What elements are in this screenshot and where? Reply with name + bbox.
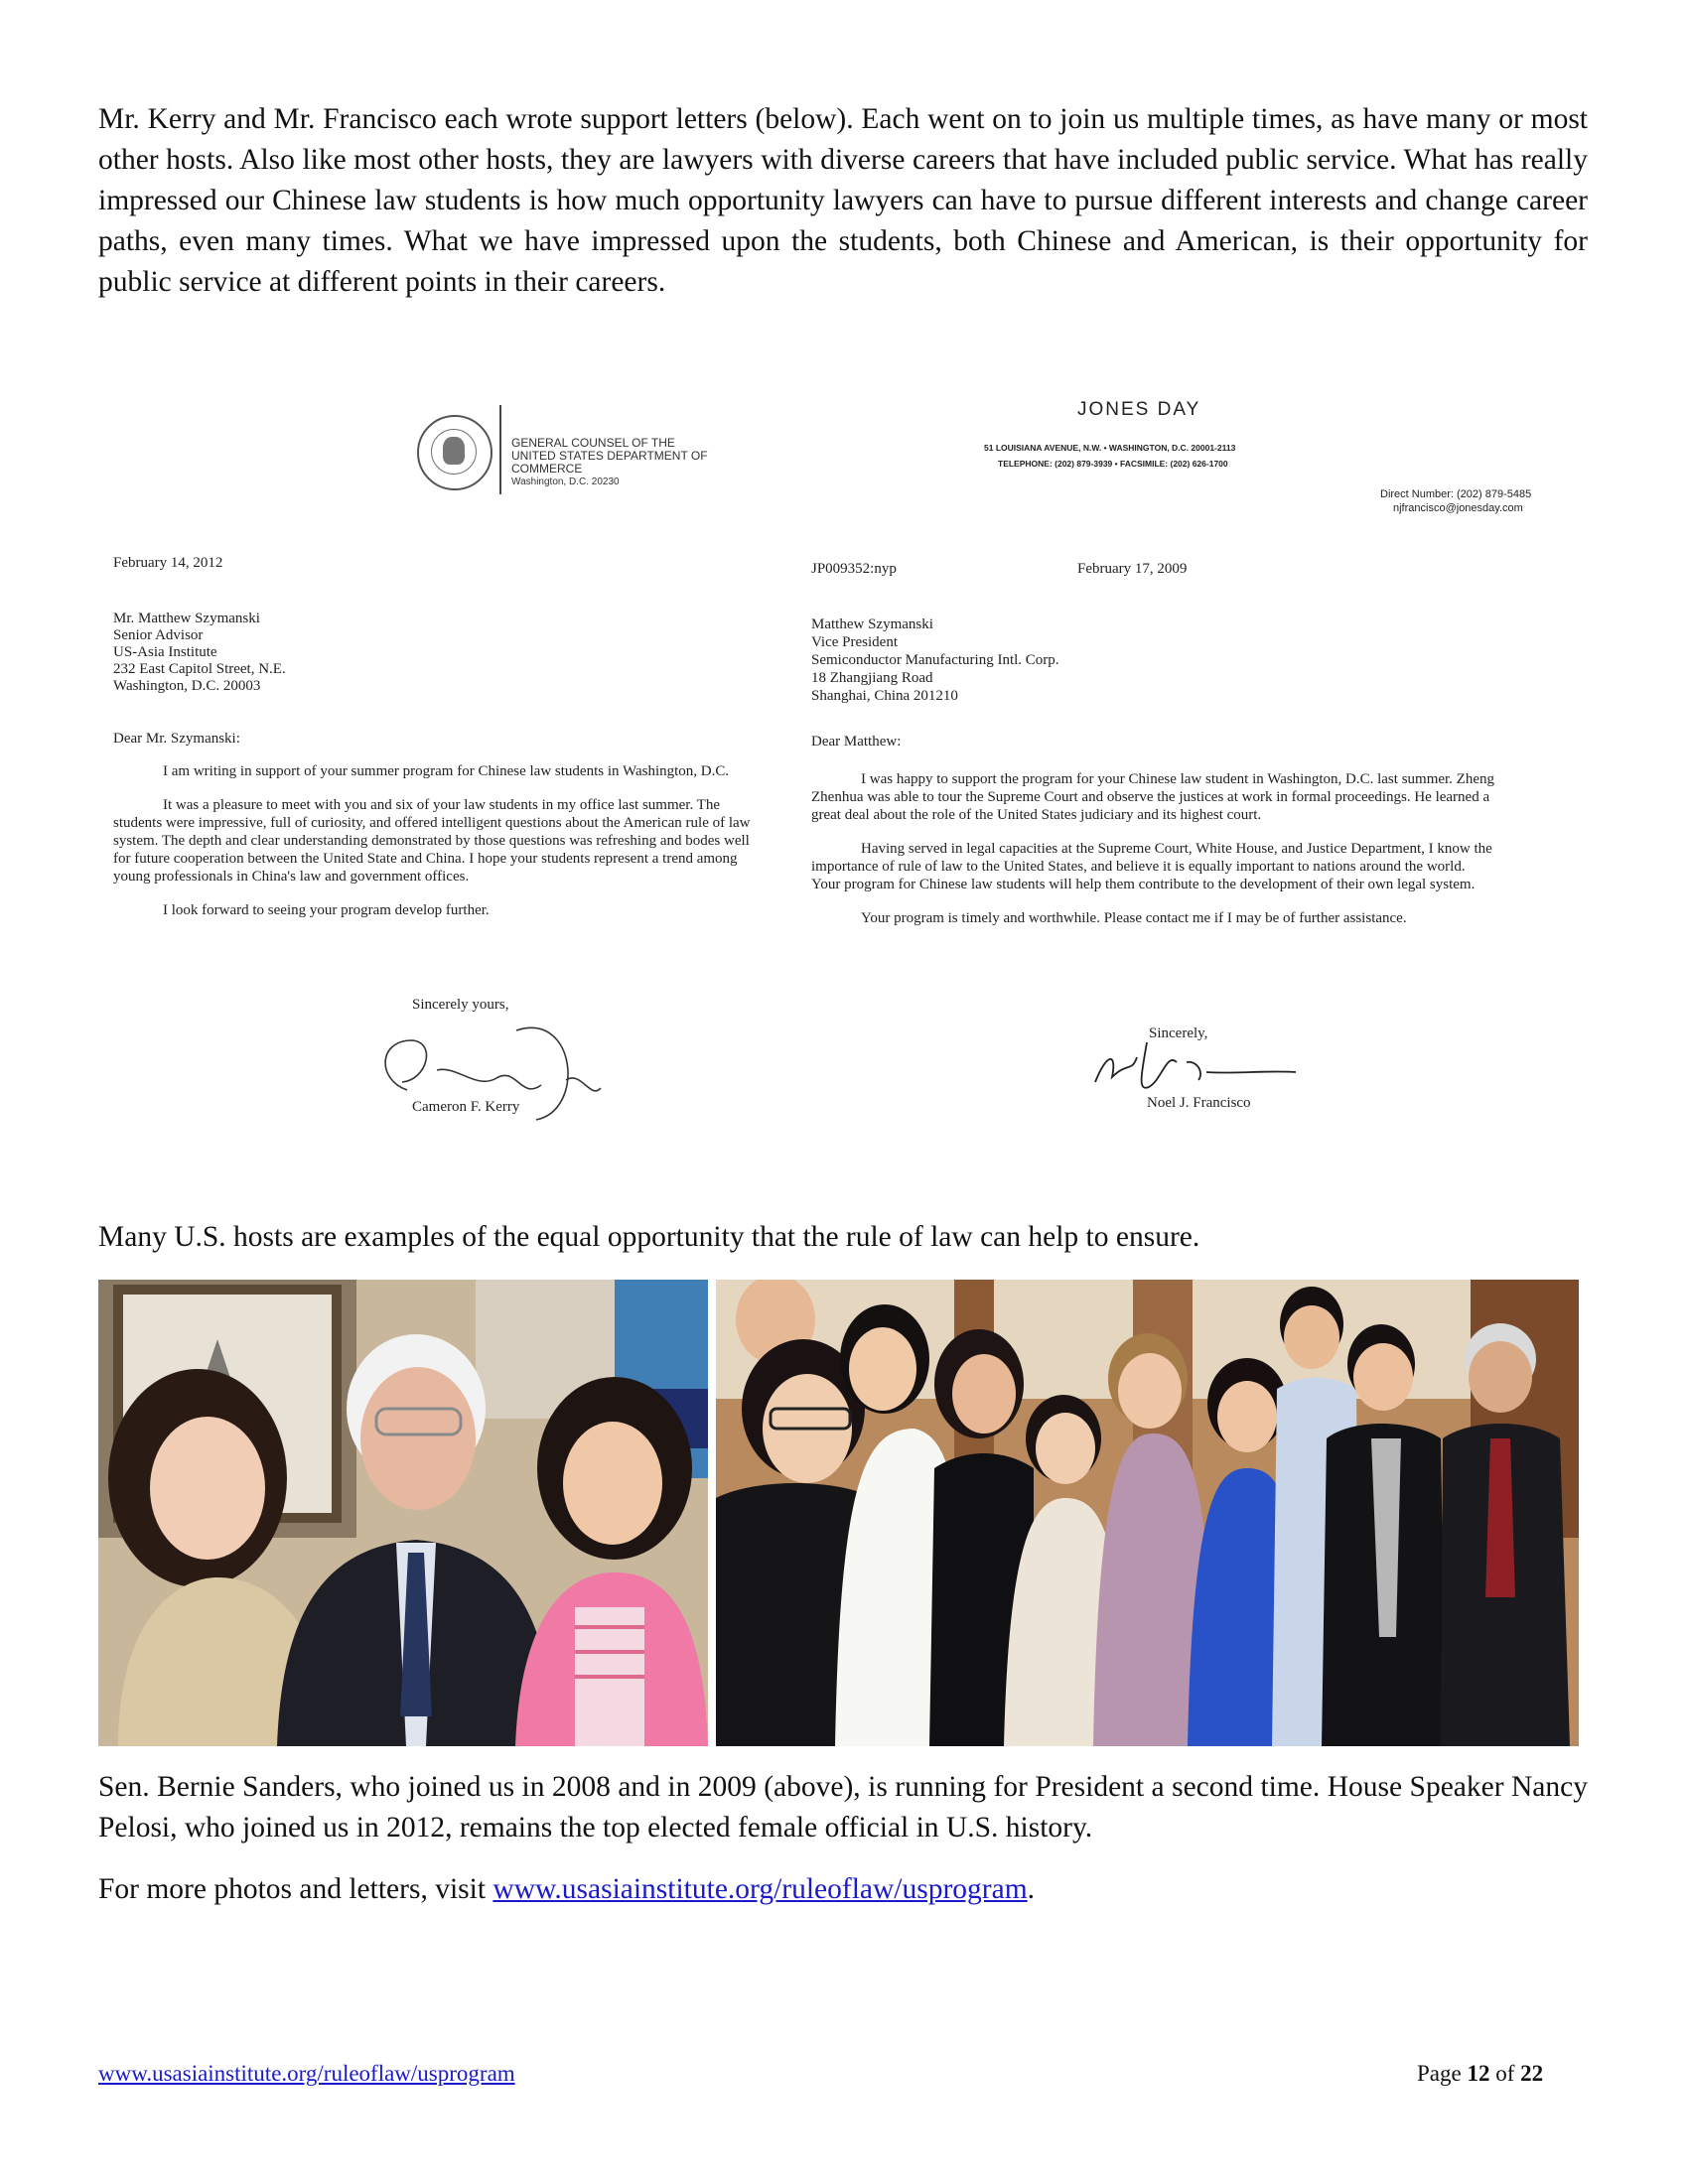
francisco-closing: Sincerely,	[1149, 1025, 1208, 1041]
kerry-signer: Cameron F. Kerry	[412, 1099, 520, 1115]
kerry-body: I am writing in support of your summer program for Chinese law students in Washington, D.C. It was a pleasure to meet with you and six of your law students in my office last summer. The students were impressive, full of curiosity, and offered intelligent questions about the American rule of law system. The depth and clear understanding demonstrated by those questions was refreshing and bodes well for future cooperation between the United State and China. I hope your students represent a trend among young professionals in China's law and government offices. I look forward to seeing your program develop further.	[113, 763, 751, 918]
kerry-letterhead: GENERAL COUNSEL OF THE UNITED STATES DEPARTMENT OF COMMERCE Washington, D.C. 20230	[511, 436, 708, 487]
direct-number: Direct Number: (202) 879-5485	[1380, 488, 1532, 500]
kerry-closing: Sincerely yours,	[412, 997, 509, 1013]
francisco-signature-icon	[1087, 1032, 1306, 1102]
more-info-prefix: For more photos and letters, visit	[98, 1873, 493, 1905]
photo-sanders	[98, 1280, 708, 1746]
kerry-letter	[109, 397, 765, 1132]
jones-day-logo: JONES DAY	[1077, 399, 1201, 420]
francisco-letter	[809, 397, 1579, 1132]
hosts-caption: Many U.S. hosts are examples of the equal opportunity that the rule of law can help to ensure.	[98, 1221, 1200, 1253]
direct-email: njfrancisco@jonesday.com	[1393, 502, 1523, 514]
more-info-line	[98, 1869, 1035, 1910]
francisco-body: I was happy to support the program for your Chinese law student in Washington, D.C. last summer. Zheng Zhenhua was able to tour the Supreme Court and observe the justices at work in formal proceedings. He learned a great deal about the role of the United States judiciary and its highest court. Having served in legal capacities at the Supreme Court, White House, and Justice Department, I know the importance of rule of law to the United States, and believe it is equally important to nations around the world. Your program for Chinese law students will help them contribute to the development of their own legal system. Your program is timely and worthwhile. Please contact me if I may be of further assistance.	[811, 771, 1495, 926]
commerce-seal-icon	[417, 415, 492, 490]
more-info-suffix: .	[1027, 1873, 1036, 1905]
photos-caption: Sen. Bernie Sanders, who joined us in 2008 and in 2009 (above), is running for President a second time. House Speaker Nancy Pelosi, who joined us in 2012, remains the top elected female official in U.S. history.	[98, 1771, 1588, 1843]
page-indicator: Page 12 of 22	[1417, 2061, 1544, 2086]
firm-phone: TELEPHONE: (202) 879-3939 • FACSIMILE: (202) 626-1700	[998, 459, 1228, 469]
kerry-address: Mr. Matthew Szymanski Senior Advisor US-Asia Institute 232 East Capitol Street, N.E. Washington, D.C. 20003	[113, 611, 286, 694]
francisco-reference: JP009352:nyp	[811, 561, 897, 577]
kerry-date: February 14, 2012	[113, 555, 223, 571]
intro-paragraph: Mr. Kerry and Mr. Francisco each wrote support letters (below). Each went on to join us multiple times, as have many or most other hosts. Also like most other hosts, they are lawyers with diverse careers that have included public service. What has really impressed our Chinese law students is how much opportunity lawyers can have to pursue different interests and change career paths, even many times. What we have impressed upon the students, both Chinese and American, is their opportunity for public service at different points in their careers.	[98, 103, 1588, 298]
photo-pelosi-group	[716, 1280, 1579, 1746]
kerry-salutation: Dear Mr. Szymanski:	[113, 731, 240, 747]
francisco-signer: Noel J. Francisco	[1147, 1095, 1251, 1111]
program-link[interactable]: www.usasiainstitute.org/ruleoflaw/usprogram	[492, 1873, 1028, 1905]
francisco-salutation: Dear Matthew:	[811, 734, 902, 750]
francisco-address: Matthew Szymanski Vice President Semiconductor Manufacturing Intl. Corp. 18 Zhangjiang Road Shanghai, China 201210	[811, 616, 1059, 704]
footer-link[interactable]: www.usasiainstitute.org/ruleoflaw/usprogram	[98, 2061, 515, 2086]
firm-address: 51 LOUISIANA AVENUE, N.W. • WASHINGTON, D.C. 20001-2113	[984, 443, 1236, 453]
francisco-date: February 17, 2009	[1077, 561, 1188, 577]
